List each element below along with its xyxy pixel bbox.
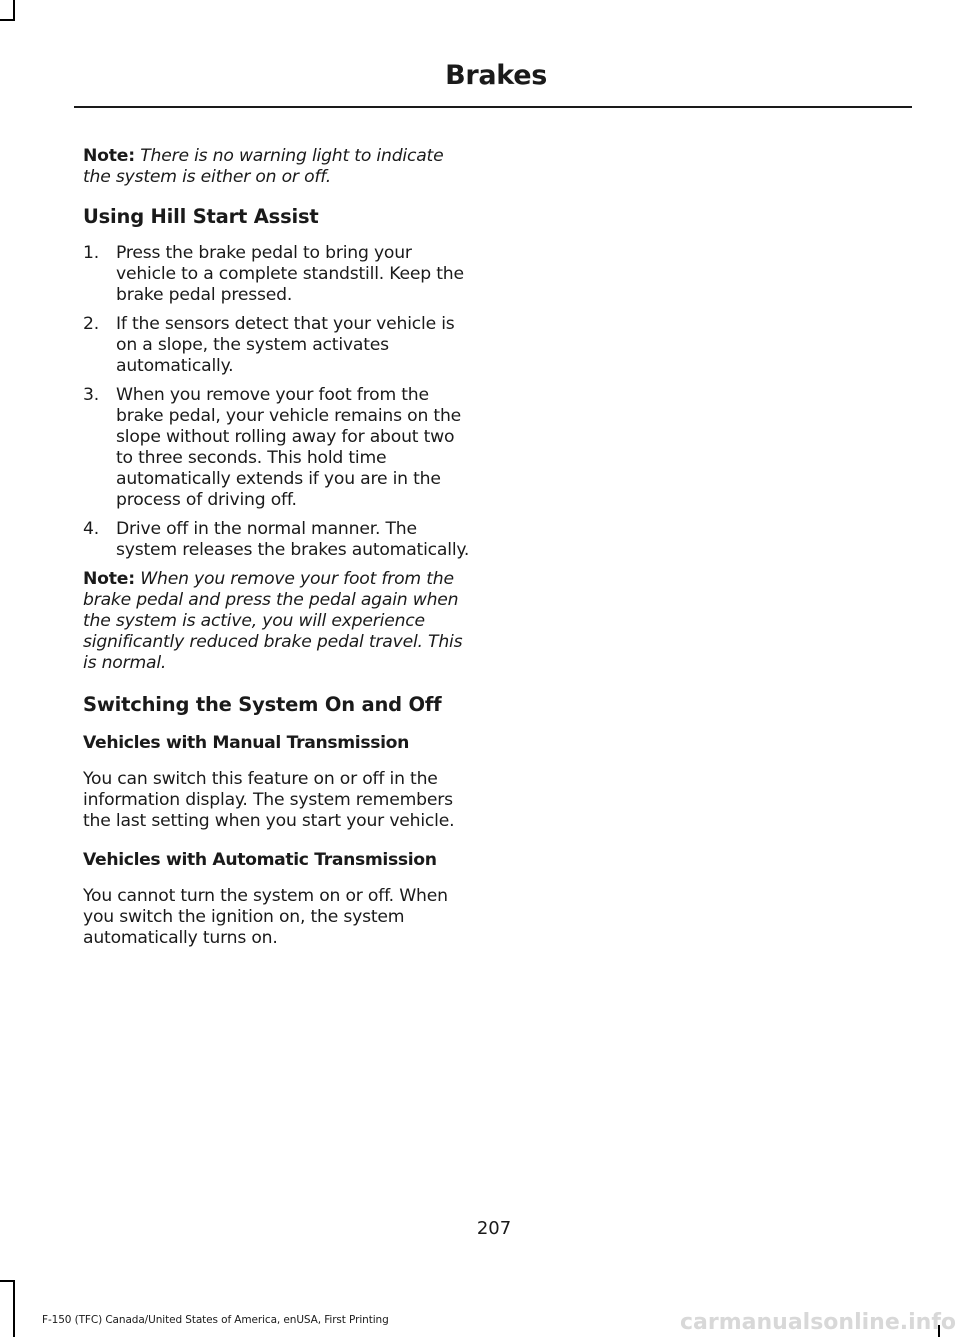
page-title: Brakes [445, 60, 547, 91]
crop-mark-top-left-vertical [13, 0, 15, 20]
steps-list [83, 243, 475, 561]
note-text: When you remove your foot from the brake pedal and press the pedal again when the system is active, you will experience significantly reduced brake pedal travel. This is normal. [83, 569, 463, 673]
page-number: 207 [476, 1218, 512, 1239]
list-item [83, 314, 475, 377]
list-item [83, 519, 475, 561]
note-no-warning-light [83, 146, 475, 188]
watermark: carmanualsonline.info [680, 1310, 956, 1335]
list-item [83, 243, 475, 306]
automatic-transmission-text: You cannot turn the system on or off. When you switch the ignition on, the system automatically turns on. [83, 886, 448, 948]
note-label: Note: [83, 569, 135, 589]
heading-switching-system: Switching the System On and Off [83, 693, 442, 716]
step-text: If the sensors detect that your vehicle is on a slope, the system activates automatically. [116, 314, 455, 376]
step-number: 3. [83, 385, 99, 405]
crop-mark-bottom-left-vertical [13, 1280, 15, 1337]
step-number: 2. [83, 314, 99, 334]
crop-mark-bottom-left-horizontal [0, 1280, 15, 1282]
step-text: When you remove your foot from the brake pedal, your vehicle remains on the slope without rolling away for about two to three seconds. This hold time automatically extends if you are in the process of driving off. [116, 385, 462, 510]
step-number: 1. [83, 243, 99, 263]
heading-automatic-transmission: Vehicles with Automatic Transmission [83, 850, 437, 870]
manual-transmission-text: You can switch this feature on or off in the information display. The system remembers the last setting when you start your vehicle. [83, 769, 455, 831]
step-text: Press the brake pedal to bring your vehicle to a complete standstill. Keep the brake pedal pressed. [116, 243, 464, 305]
footer-text: F-150 (TFC) Canada/United States of America, enUSA, First Printing [42, 1314, 389, 1326]
step-text: Drive off in the normal manner. The system releases the brakes automatically. [116, 519, 470, 560]
main-column [83, 146, 475, 964]
heading-manual-transmission: Vehicles with Manual Transmission [83, 733, 409, 753]
heading-using-hill-start-assist: Using Hill Start Assist [83, 205, 319, 228]
crop-mark-top-left-horizontal [0, 19, 15, 21]
header-rule [74, 106, 912, 108]
step-number: 4. [83, 519, 99, 539]
note-label: Note: [83, 146, 135, 166]
list-item [83, 385, 475, 511]
note-reduced-pedal-travel [83, 569, 475, 674]
note-text: There is no warning light to indicate the system is either on or off. [83, 146, 444, 187]
